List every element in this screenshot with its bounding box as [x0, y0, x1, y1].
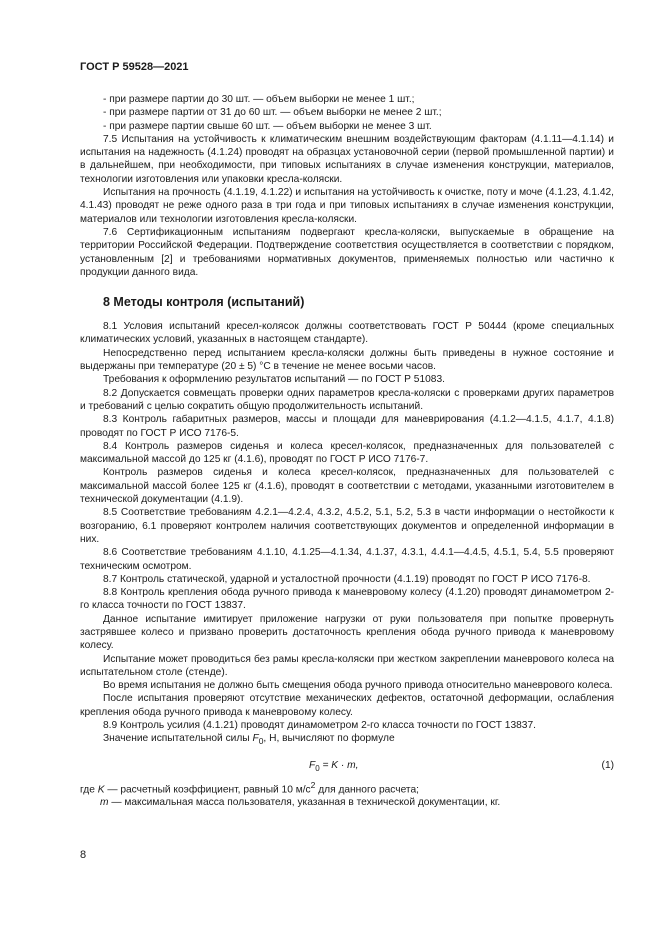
legend-line-m — [80, 796, 614, 809]
paragraph: 8.9 Контроль усилия (4.1.21) проводят динамометром 2-го класса точности по ГОСТ 13837. — [103, 720, 536, 732]
paragraph: 8.1 Условия испытаний кресел-колясок должны соответствовать ГОСТ Р 50444 (кроме специальных климатических условий, указанных в настоящем стандарте). — [80, 321, 614, 346]
legend-text-k: — расчетный коэффициент, равный 10 м/с — [104, 784, 311, 796]
force-symbol-sub: 0 — [258, 736, 264, 747]
list-item: - при размере партии до 30 шт. — объем выборки не менее 1 шт.; — [103, 94, 415, 105]
list-item: - при размере партии свыше 60 шт. — объем выборки не менее 3 шт. — [103, 120, 432, 132]
paragraph: 8.2 Допускается совмещать проверки одних параметров кресла-коляски с проверками других параметров и требований с целью сократить общую продолжительность испытаний. — [80, 387, 614, 412]
document-header: ГОСТ Р 59528—2021 — [80, 61, 189, 73]
paragraph: 8.5 Соответствие требованиям 4.2.1—4.2.4, 4.3.2, 4.5.2, 5.1, 5.2, 5.3 в части информации о нестойкости к возгоранию, 6.1 проверяют контролем наличия соответствующих документов и определенной информации в них. — [80, 507, 614, 545]
list-item: - при размере партии от 31 до 60 шт. — объем выборки не менее 2 шт.; — [103, 107, 442, 119]
paragraph: 8.7 Контроль статической, ударной и усталостной прочности (4.1.19) проводят по ГОСТ Р ИСО 7176-8. — [103, 573, 591, 585]
legend-var-k: K — [97, 784, 105, 796]
paragraph: Испытание может проводиться без рамы кресла-коляски при жестком закреплении маневрового колеса на испытательном столе (стенде). — [80, 653, 614, 678]
formula-rhs: = K · m, — [319, 759, 359, 771]
formula-lhs: F — [309, 759, 316, 771]
force-symbol: F — [252, 733, 259, 745]
paragraph: 7.5 Испытания на устойчивость к климатическим внешним воздействующим факторам (4.1.11—4.1.14) и испытания на надежность (4.1.24) проводят на образцах установочной серии (первой промышленной партии) и в дальнейшем, при необходимости, при типовых испытаниях в случае изменения конструкции, материалов, технологии изготовления или упаковки кресла-коляски. — [80, 133, 614, 185]
formula-number: (1) — [601, 759, 614, 771]
page-number: 8 — [80, 849, 87, 861]
legend-line-k — [80, 779, 614, 797]
paragraph: Непосредственно перед испытанием кресла-коляски должны быть приведены в нужное состояние и выдержаны при температуре (20 ± 5) °С в течение не менее восьми часов. — [80, 347, 614, 373]
force-intro-before: Значение испытательной силы — [103, 733, 253, 745]
formula-expression — [309, 759, 358, 775]
paragraph: Испытания на прочность (4.1.19, 4.1.22) и испытания на устойчивость к очистке, поту и моче (4.1.23, 4.1.42, 4.1.43) проводят не реже одного раза в три года и при типовых испытаниях в случае изменения конструкции, материалов или технологии изготовления кресла-коляски. — [80, 187, 614, 225]
paragraph: 8.3 Контроль габаритных размеров, массы и площади для маневрирования (4.1.2—4.1.5, 4.1.7, 4.1.8) проводят по ГОСТ Р ИСО 7176-5. — [80, 414, 614, 439]
legend-var-m: m — [100, 797, 109, 809]
document-body — [80, 93, 614, 810]
legend-text-m: — максимальная масса пользователя, указанная в технической документации, кг. — [108, 797, 501, 809]
legend-sup: 2 — [310, 779, 316, 790]
paragraph: 8.4 Контроль размеров сиденья и колеса кресел-колясок, предназначенных для пользователей с максимальной массой до 125 кг (4.1.6), проводят по ГОСТ Р ИСО 7176-7. — [80, 440, 614, 466]
force-intro-after: , Н, вычисляют по формуле — [263, 733, 395, 745]
paragraph: 8.6 Соответствие требованиям 4.1.10, 4.1.25—4.1.34, 4.1.37, 4.3.1, 4.4.1—4.4.5, 4.5.1, 5.4, 5.5 проверяют техническим осмотром. — [80, 547, 614, 572]
legend-tail-k: для данного расчета; — [315, 784, 419, 796]
section-title: 8 Методы контроля (испытаний) — [103, 295, 305, 310]
legend-prefix: где — [80, 784, 98, 796]
paragraph: Контроль размеров сиденья и колеса кресел-колясок, предназначенных для пользователей с максимальной массой более 125 кг (4.1.6), проводят в соответствии с методами, указанными изготовителем в технической документации (4.1.9). — [80, 467, 614, 506]
paragraph: После испытания проверяют отсутствие механических дефектов, остаточной деформации, ослабления крепления обода ручного привода к маневровому колесу. — [80, 693, 614, 718]
formula-legend — [80, 779, 614, 810]
paragraph: 7.6 Сертификационным испытаниям подвергают кресла-коляски, выпускаемые в обращение на территории Российской Федерации. Подтверждение соответствия осуществляется в соответствии с порядком, установленным [2] и требованиями нормативных документов, применяемых полностью или частично к продукции данного вида. — [80, 226, 614, 278]
formula — [80, 753, 614, 775]
paragraph: 8.8 Контроль крепления обода ручного привода к маневровому колесу (4.1.20) проводят динамометром 2-го класса точности по ГОСТ 13837. — [80, 587, 614, 612]
paragraph: Данное испытание имитирует приложение нагрузки от руки пользователя при попытке провернуть застрявшее колесо и призвано проверить достаточность крепления обода ручного привода к маневровому колесу. — [80, 613, 614, 652]
formula-lhs-sub: 0 — [315, 763, 320, 773]
paragraph: Требования к оформлению результатов испытаний — по ГОСТ Р 51083. — [103, 374, 445, 386]
paragraph: Во время испытания не должно быть смещения обода ручного привода относительно маневрового колеса. — [103, 680, 613, 692]
force-intro — [80, 732, 614, 748]
